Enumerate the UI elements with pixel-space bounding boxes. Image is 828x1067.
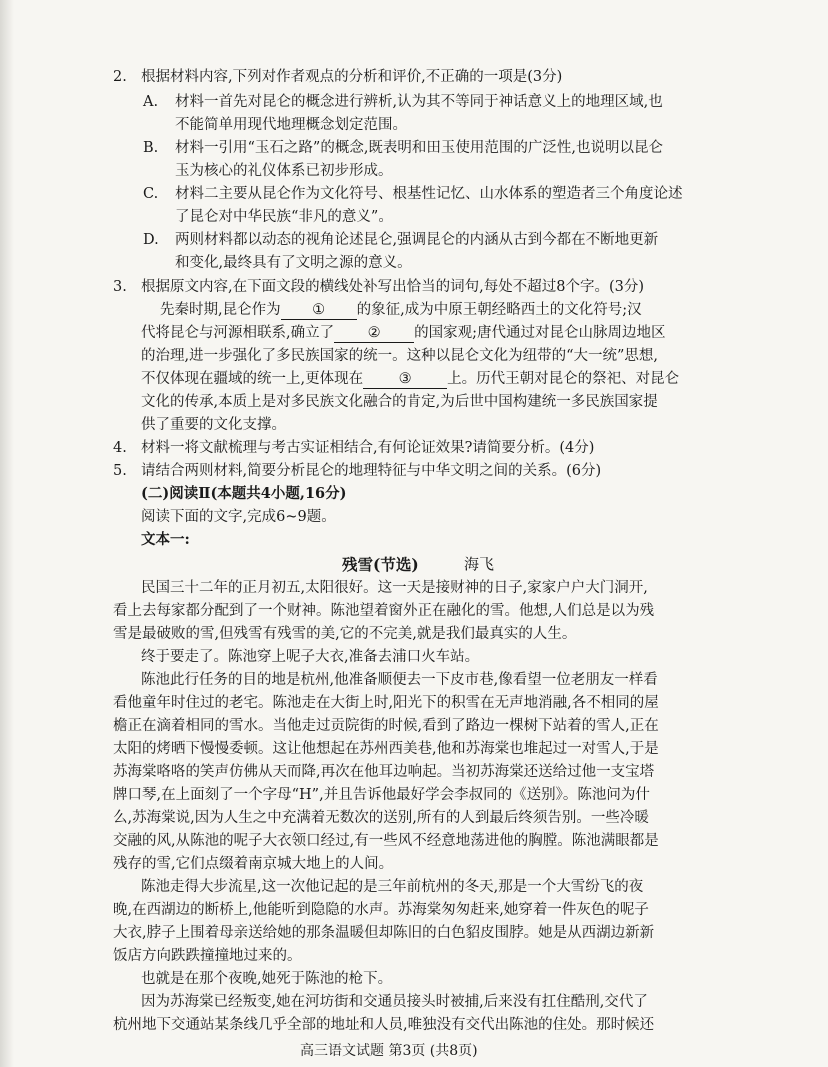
text-one-label: 文本一: [141,531,190,548]
story-line: 饭店方向跌跌撞撞地过来的。 [113,948,302,964]
q3-blank-3[interactable]: ③ [363,370,447,389]
story-line: 苏海棠咯咯的笑声仿佛从天而降,再次在他耳边响起。当初苏海棠还送给过他一支宝塔 [113,764,655,780]
q2-option-b-letter: B. [143,140,159,156]
story-title: 残雪(节选) [342,555,419,574]
story-line: 陈池走得大步流星,这一次他记起的是三年前杭州的冬天,那是一个大雪纷飞的夜 [141,879,644,895]
question-3-number: 3. [113,279,127,295]
story-line: 陈池此行任务的目的地是杭州,他准备顺便去一下皮市巷,像看望一位老朋友一样看 [141,672,658,688]
q2-option-c-line-2: 了昆仑对中华民族“非凡的意义”。 [175,209,393,225]
page-edge-shadow [0,0,14,1067]
q3-line1-part-a: 先秦时期,昆仑作为 [160,302,281,318]
story-line: 看上去每家都分配到了一个财神。陈池望着窗外正在融化的雪。他想,人们总是以为残 [113,603,655,619]
q3-line2-part-b: 的国家观;唐代通过对昆仑山脉周边地区 [414,325,666,341]
story-line: 雪是最破败的雪,但残雪有残雪的美,它的不完美,就是我们最真实的人生。 [113,626,577,642]
q2-option-c-line-1: 材料二主要从昆仑作为文化符号、根基性记忆、山水体系的塑造者三个角度论述 [175,186,683,202]
story-author: 海飞 [464,555,495,573]
section-instruction: 阅读下面的文字,完成6~9题。 [141,509,336,525]
story-line: 看他童年时住过的老宅。陈池走在大街上时,阳光下的积雪在无声地消融,各不相同的屋 [113,695,659,711]
question-3-stem: 根据原文内容,在下面文段的横线处补写出恰当的词句,每处不超过8个字。(3分) [141,279,644,295]
q2-option-a-line-1: 材料一首先对昆仑的概念进行辨析,认为其不等同于神话意义上的地理区域,也 [175,94,663,110]
question-5-number: 5. [113,463,127,479]
story-line: 檐正在滴着相同的雪水。当他走过贡院街的时候,看到了路边一棵树下站着的雪人,正在 [113,718,659,734]
story-line: 残存的雪,它们点缀着南京城大地上的人间。 [113,856,394,872]
story-line: 民国三十二年的正月初五,太阳很好。这一天是接财神的日子,家家户户大门洞开, [141,580,648,596]
story-line: 太阳的烤晒下慢慢委顿。这让他想起在苏州西美巷,他和苏海棠也堆起过一对雪人,于是 [113,741,659,757]
q3-line1-part-b: 的象征,成为中原王朝经略西土的文化符号;汉 [356,302,642,318]
q3-passage-line-6: 供了重要的文化支撑。 [141,417,286,433]
story-line: 交融的风,从陈池的呢子大衣领口经过,有一些风不经意地荡进他的胸膛。陈池满眼都是 [113,833,659,849]
q2-option-d-line-2: 和变化,最终具有了文明之源的意义。 [175,255,412,271]
q2-option-b-line-1: 材料一引用“玉石之路”的概念,既表明和田玉使用范围的广泛性,也说明以昆仑 [175,140,664,156]
story-line: 杭州地下交通站某条线几乎全部的地址和人员,唯独没有交代出陈池的住处。那时候还 [113,1017,655,1033]
section-heading: (二)阅读Ⅱ(本题共4小题,16分) [141,485,347,502]
story-line: 因为苏海棠已经叛变,她在河坊街和交通员接头时被捕,后来没有扛住酷刑,交代了 [141,994,648,1010]
q3-blank-1[interactable]: ① [281,301,357,320]
q2-option-d-letter: D. [143,232,159,248]
q3-line2-part-a: 代将昆仑与河源相联系,确立了 [141,325,335,341]
q3-passage-line-1 [160,299,642,321]
q3-passage-line-3: 的治理,进一步强化了多民族国家的统一。这种以昆仑文化为纽带的“大一统”思想, [141,348,659,364]
story-line: 么,苏海棠说,因为人生之中充满着无数次的送别,所有的人到最后终须告别。一些冷暖 [113,810,649,826]
story-line: 牌口琴,在上面刻了一个字母“H”,并且告诉他最好学会李叔同的《送别》。陈池问为什 [113,787,650,803]
story-line: 晚,在西湖边的断桥上,他能听到隐隐的水声。苏海棠匆匆赶来,她穿着一件灰色的呢子 [113,902,649,918]
question-5-text: 请结合两则材料,简要分析昆仑的地理特征与中华文明之间的关系。(6分) [141,463,602,479]
q3-blank-2[interactable]: ② [334,324,414,343]
question-2-number: 2. [113,69,127,85]
question-4-text: 材料一将文献梳理与考古实证相结合,有何论证效果?请简要分析。(4分) [141,440,595,456]
question-2-stem: 根据材料内容,下列对作者观点的分析和评价,不正确的一项是(3分) [141,69,563,85]
q2-option-a-line-2: 不能简单用现代地理概念划定范围。 [175,117,407,133]
story-line: 也就是在那个夜晚,她死于陈池的枪下。 [141,971,393,987]
q3-passage-line-5: 文化的传承,本质上是对多民族文化融合的肯定,为后世中国构建统一多民族国家提 [141,394,658,410]
q3-passage-line-2 [141,322,666,344]
q3-line4-part-b: 上。历代王朝对昆仑的祭祀、对昆仑 [447,371,680,387]
q2-option-d-line-1: 两则材料都以动态的视角论述昆仑,强调昆仑的内涵从古到今都在不断地更新 [175,232,659,248]
story-line: 大衣,脖子上围着母亲送给她的那条温暖但却陈旧的白色貂皮围脖。她是从西湖边新新 [113,925,655,941]
q3-line4-part-a: 不仅体现在疆域的统一上,更体现在 [141,371,364,387]
q2-option-a-letter: A. [143,94,159,110]
page-footer: 高三语文试题 第3页 (共8页) [300,1043,478,1059]
q2-option-c-letter: C. [143,186,159,202]
q3-passage-line-4 [141,368,679,390]
question-4-number: 4. [113,440,127,456]
story-line: 终于要走了。陈池穿上呢子大衣,准备去浦口火车站。 [141,649,480,665]
q2-option-b-line-2: 玉为核心的礼仪体系已初步形成。 [175,163,393,179]
